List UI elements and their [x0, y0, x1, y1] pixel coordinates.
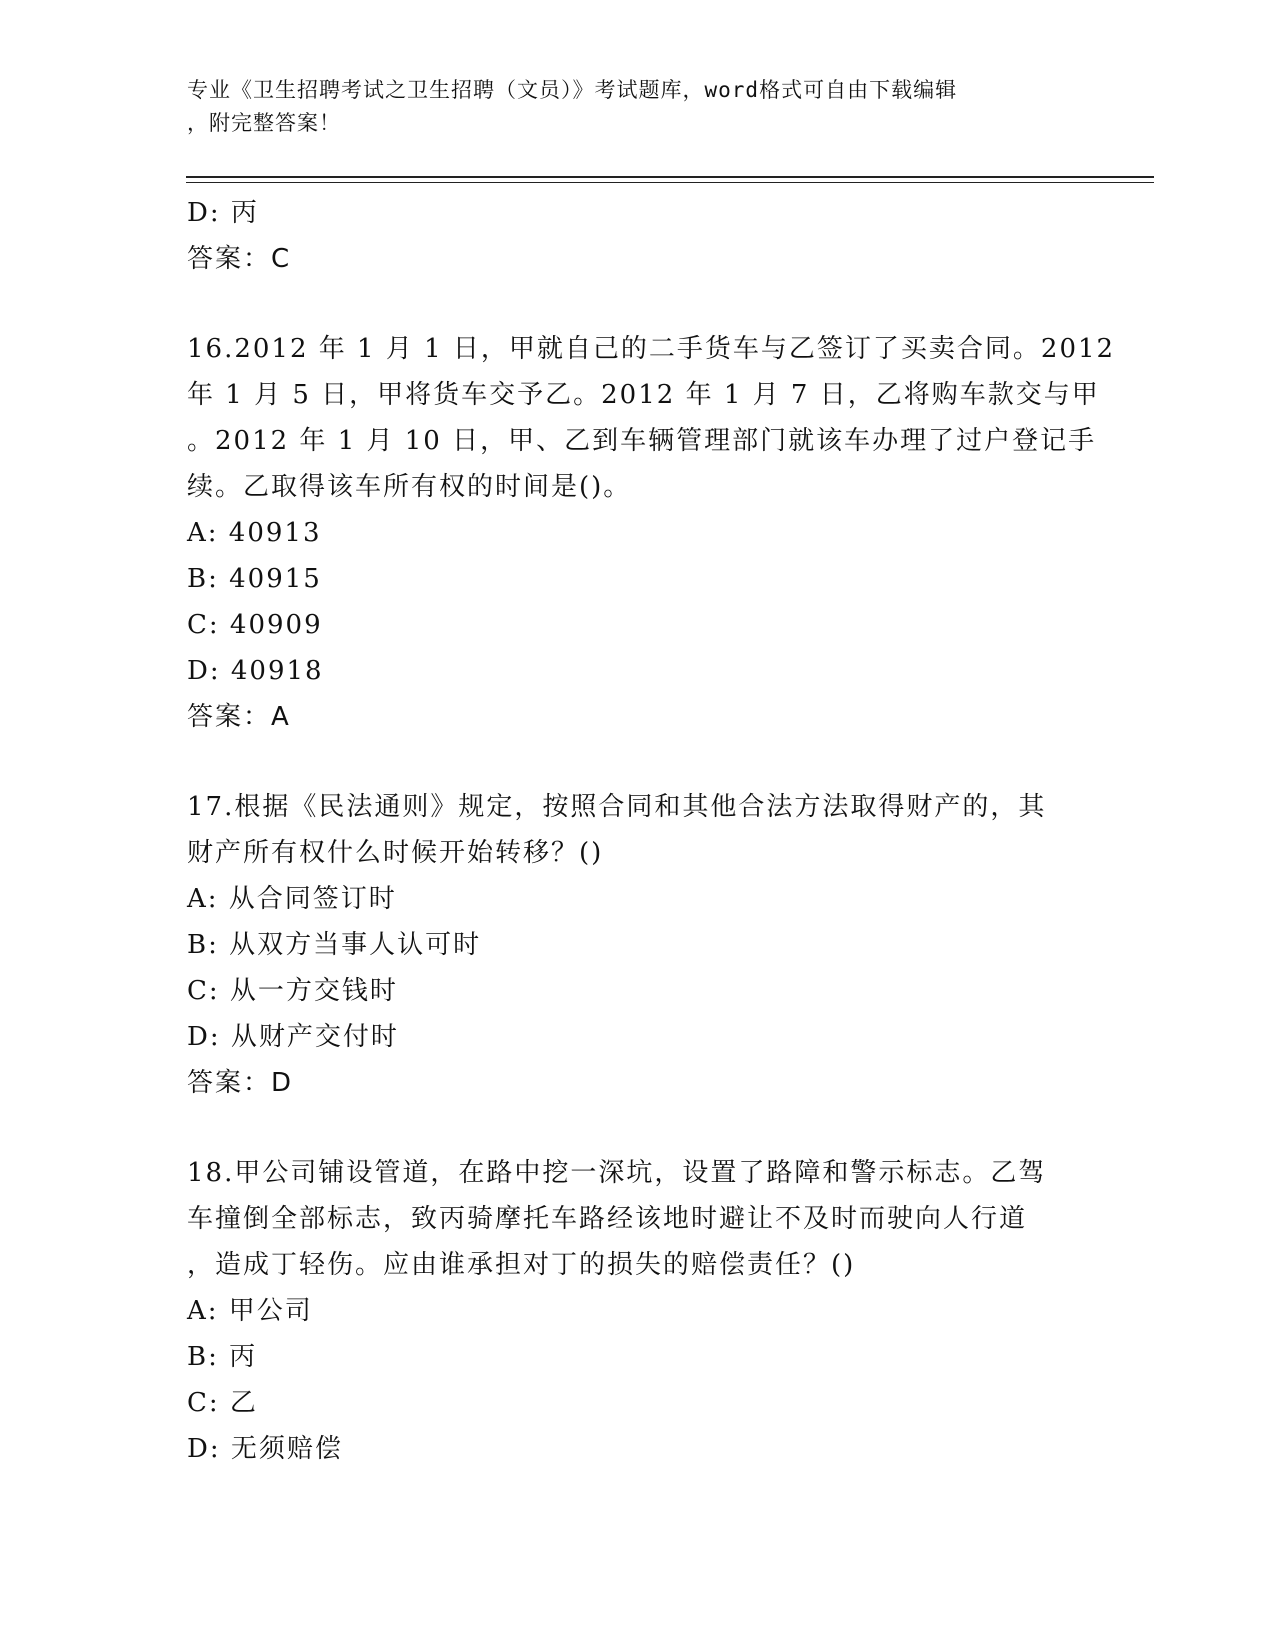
option-b: B: 丙: [187, 1342, 258, 1372]
option-a: A: 甲公司: [187, 1296, 313, 1326]
answer: 答案：D: [187, 1068, 294, 1098]
question-text-line: 车撞倒全部标志，致丙骑摩托车路经该地时避让不及时而驶向人行道: [187, 1204, 1028, 1234]
question-18: [187, 1150, 1087, 1472]
option-d: D: 从财产交付时: [187, 1022, 399, 1052]
question-text-line: ，造成丁轻伤。应由谁承担对丁的损失的赔偿责任？(): [187, 1250, 856, 1280]
question-17: [187, 784, 1087, 1106]
question-text-line: 续。乙取得该车所有权的时间是()。: [187, 472, 632, 502]
question-text-line: 17.根据《民法通则》规定，按照合同和其他合法方法取得财产的，其: [187, 792, 1047, 822]
option-a: A: 40913: [187, 518, 322, 548]
option-c: C: 40909: [187, 610, 323, 640]
option-d: D: 无须赔偿: [187, 1434, 343, 1464]
question-text-line: 财产所有权什么时候开始转移？(): [187, 838, 604, 868]
option-c: C: 从一方交钱时: [187, 976, 398, 1006]
option-b: B: 40915: [187, 564, 322, 594]
question-text-line: 18.甲公司铺设管道，在路中挖一深坑，设置了路障和警示标志。乙驾: [187, 1158, 1047, 1188]
page-header: [187, 74, 1087, 140]
question-text-line: 16.2012 年 1 月 1 日，甲就自己的二手货车与乙签订了买卖合同。2012: [187, 334, 1116, 364]
option-c: C: 乙: [187, 1388, 258, 1418]
answer: 答案：A: [187, 702, 291, 732]
question-text-line: 年 1 月 5 日，甲将货车交予乙。2012 年 1 月 7 日，乙将购车款交与甲: [187, 380, 1100, 410]
question-content: [187, 190, 1116, 1472]
option-a: A: 从合同签订时: [187, 884, 397, 914]
header-rule-thin: [186, 182, 1154, 183]
question-16: [187, 326, 1116, 740]
question-text-line: 。2012 年 1 月 10 日，甲、乙到车辆管理部门就该车办理了过户登记手: [187, 426, 1097, 456]
option-b: B: 从双方当事人认可时: [187, 930, 482, 960]
option-d: D: 丙: [187, 198, 259, 228]
header-rule-thick: [186, 176, 1154, 178]
answer: 答案：C: [187, 244, 292, 274]
option-d: D: 40918: [187, 656, 324, 686]
header-line-2: ，附完整答案！: [187, 111, 341, 135]
header-line-1: 专业《卫生招聘考试之卫生招聘（文员）》考试题库，word格式可自由下载编辑: [187, 78, 958, 102]
